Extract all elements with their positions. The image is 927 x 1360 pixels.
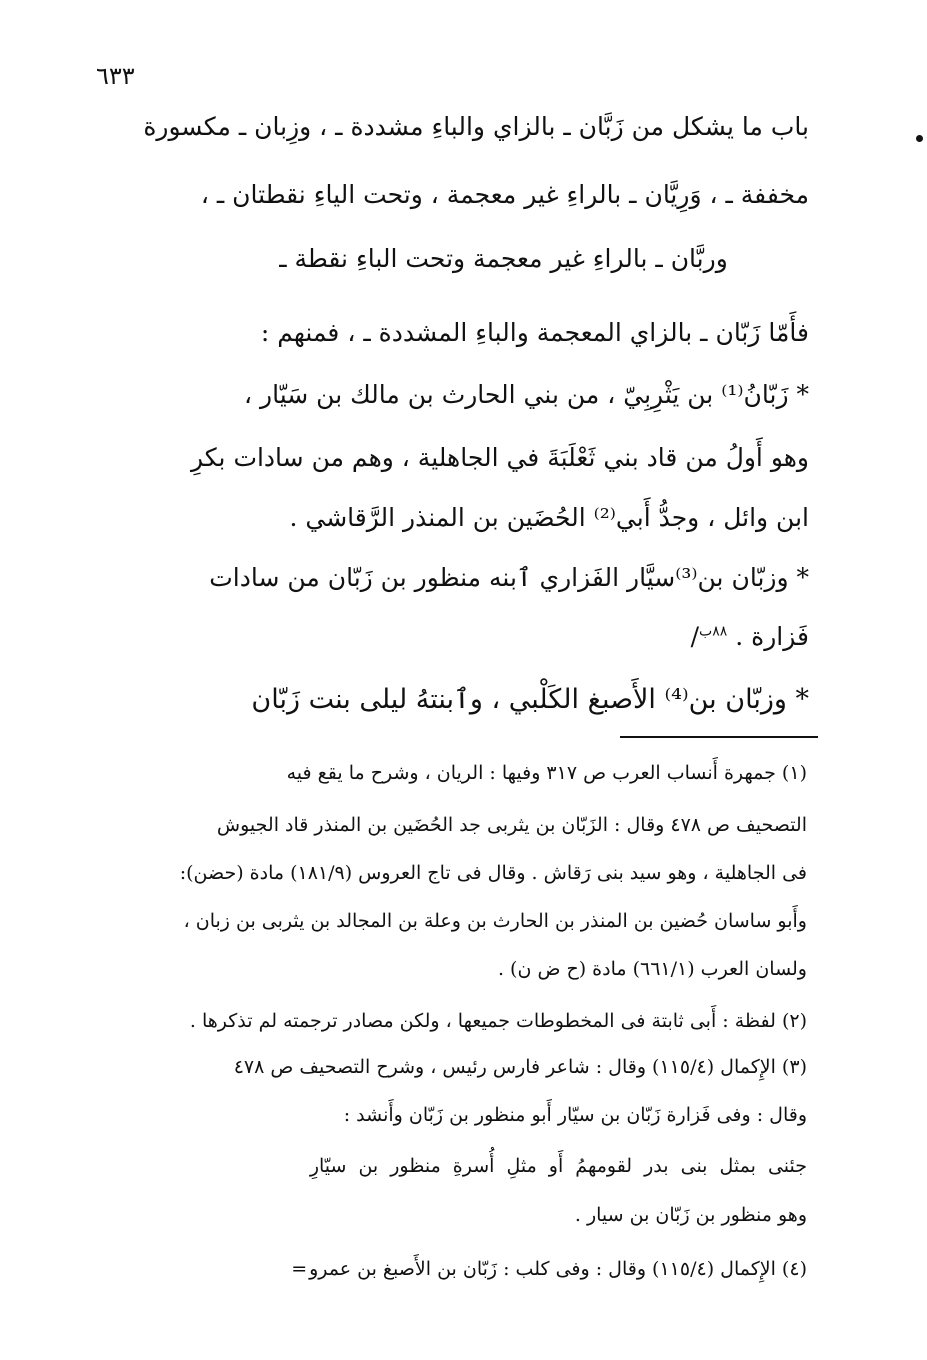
footnote-1-line-3: فى الجاهلية ، وهو سيد بنى رَقاش . وقال فى تاج العروس (١٨١/٩) مادة (حضن): xyxy=(179,862,807,884)
body-line-6 xyxy=(681,622,809,652)
body-line-1: فأَمّا زَبّان ـ بالزاي المعجمة والباءِ المشددة ـ ، فمنهم : xyxy=(260,318,809,347)
footnote-3-line-4: وهو منظور بن زَبّان بن سيار . xyxy=(574,1204,807,1226)
margin-dot xyxy=(916,135,923,142)
body-line-6-text: فَزارة . xyxy=(735,622,809,651)
footnote-1-line-2: التصحيف ص ٤٧٨ وقال : الزَبّان بن يثربى جد الحُضَين بن المنذر قاد الجيوش xyxy=(216,814,807,836)
heading-line-2: مخففة ـ ، وَرِيَّان ـ بالراءِ غير معجمة ، وتحت الياءِ نقطتان ـ ، xyxy=(200,180,809,209)
heading-line-1: باب ما يشكل من زَبَّان ـ بالزاي والباءِ مشددة ـ ، وزِبان ـ مكسورة xyxy=(143,112,809,141)
footnote-separator xyxy=(620,736,818,738)
footnote-1-line-1: (١) جمهرة أَنساب العرب ص ٣١٧ وفيها : الريان ، وشرح ما يقع فيه xyxy=(286,762,807,784)
body-line-3: وهو أَولُ من قاد بني ثَعْلَبَةَ في الجاهلية ، وهم من سادات بكرِ xyxy=(190,443,809,472)
footnote-3-verse: جئنى بمثل بنى بدر لقومهمُ أَو مثلِ أُسرةِ منظور بن سيّارِ xyxy=(309,1155,807,1177)
footnote-1-line-5: ولسان العرب (٦٦١/١) مادة (ح ض ن) . xyxy=(497,958,807,980)
footnote-3-line-1: (٣) الإِكمال (١١٥/٤) وقال : شاعر فارس رئيس ، وشرح التصحيف ص ٤٧٨ xyxy=(233,1056,807,1078)
continuation-mark: = xyxy=(291,1258,308,1280)
footnote-4 xyxy=(291,1258,807,1281)
heading-line-3: وربَّان ـ بالراءِ غير معجمة وتحت الباءِ نقطة ـ xyxy=(279,244,728,273)
body-line-2: * زَبّانُ⁽¹⁾ بن يَثْرِبِيّ ، من بني الحارث بن مالك بن سَيّار ، xyxy=(244,380,809,409)
folio-marker: $^{٨٨ب}$/ xyxy=(690,622,728,651)
footnote-2: (٢) لفظة : أَبى ثابتة فى المخطوطات جميعها ، ولكن مصادر ترجمته لم تذكرها . xyxy=(189,1010,807,1032)
body-line-4: ابن وائل ، وجدُّ أَبي⁽²⁾ الحُضَين بن المنذر الرَّقاشي . xyxy=(289,503,809,532)
folio-marker-label: ٨٨ب xyxy=(699,623,728,640)
body-line-5: * وزبّان بن⁽³⁾سيَّار الفَزاري ٱبنه منظور بن زَبّان من سادات xyxy=(209,563,809,592)
page-number: ٦٣٣ xyxy=(96,62,135,90)
footnote-1-line-4: وأَبو ساسان حُضين بن المنذر بن الحارث بن وعلة بن المجالد بن يثربى بن زبان ، xyxy=(183,910,807,932)
footnote-4-text: (٤) الإِكمال (١١٥/٤) وقال : وفى كلب : زَبّان بن الأَصبغ بن عمرو xyxy=(309,1258,807,1280)
footnote-3-line-2: وقال : وفى فَزارة زَبّان بن سيّار أَبو منظور بن زَبّان وأَنشد : xyxy=(343,1104,807,1126)
body-line-7: * وزبّان بن⁽⁴⁾ الأَصبغ الكَلْبي ، وٱبنتهُ ليلى بنت زَبّان xyxy=(251,684,809,715)
